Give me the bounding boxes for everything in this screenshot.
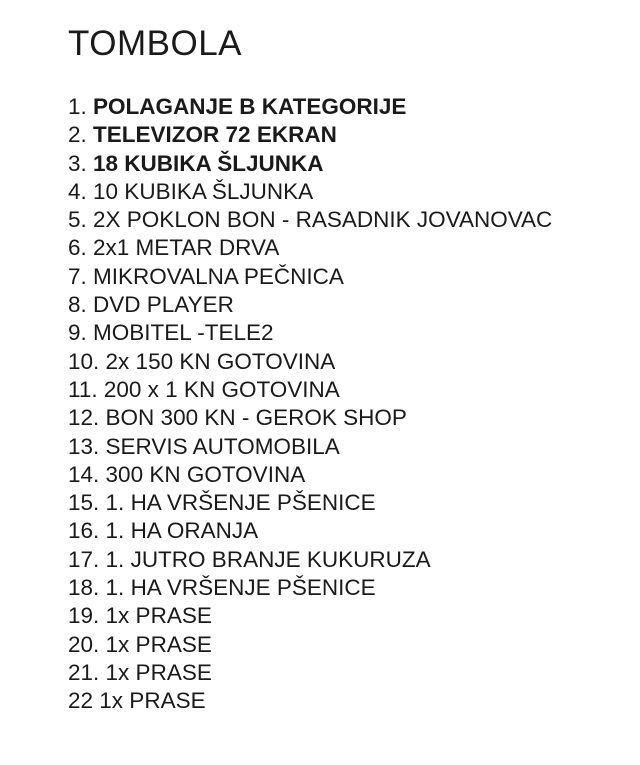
prize-number: 9. [68, 320, 87, 346]
prize-text: 10 KUBIKA ŠLJUNKA [93, 178, 314, 204]
prize-text: 1x PRASE [105, 631, 212, 657]
prize-text: 1. HA ORANJA [105, 518, 259, 544]
document-title: TOMBOLA [68, 24, 243, 63]
prize-number: 12. [68, 405, 100, 431]
prize-list [68, 93, 552, 716]
prize-item [68, 489, 552, 517]
prize-text: POLAGANJE B KATEGORIJE [93, 94, 407, 119]
prize-text: MIKROVALNA PEČNICA [93, 263, 344, 289]
prize-number: 15. [68, 490, 100, 516]
prize-number: 2. [68, 122, 87, 148]
prize-number: 22 [68, 688, 94, 714]
prize-number: 17. [68, 546, 100, 572]
prize-item [68, 404, 552, 432]
prize-item [68, 546, 552, 574]
prize-number: 5. [68, 207, 87, 233]
prize-number: 11. [68, 376, 98, 402]
prize-text: 1x PRASE [105, 659, 212, 685]
prize-text: 1. HA VRŠENJE PŠENICE [105, 490, 376, 516]
prize-number: 14. [68, 461, 100, 487]
prize-number: 16. [68, 518, 100, 544]
prize-number: 8. [68, 292, 87, 318]
prize-text: BON 300 KN - GEROK SHOP [105, 405, 407, 431]
prize-text: 18 KUBIKA ŠLJUNKA [93, 150, 324, 176]
prize-item [68, 461, 552, 489]
prize-text: 1x PRASE [105, 603, 212, 629]
prize-item [68, 574, 552, 602]
prize-item [68, 206, 552, 234]
prize-text: 200 x 1 KN GOTOVINA [103, 376, 340, 402]
prize-text: 1. JUTRO BRANJE KUKURUZA [105, 546, 431, 572]
prize-item [68, 319, 552, 347]
prize-item [68, 517, 552, 545]
prize-item [68, 433, 552, 461]
prize-item [68, 178, 552, 206]
prize-item [68, 93, 552, 121]
prize-number: 7. [68, 263, 87, 289]
prize-number: 13. [68, 433, 100, 459]
prize-item [68, 291, 552, 319]
prize-number: 19. [68, 603, 100, 629]
prize-number: 21. [68, 659, 100, 685]
prize-text: TELEVIZOR 72 EKRAN [93, 122, 337, 148]
prize-item [68, 234, 552, 262]
prize-item [68, 687, 552, 715]
prize-item [68, 602, 552, 630]
prize-text: SERVIS AUTOMOBILA [105, 433, 340, 459]
prize-number: 1. [68, 94, 87, 119]
prize-number: 20. [68, 631, 100, 657]
prize-text: 2x1 METAR DRVA [93, 235, 280, 261]
prize-text: 1x PRASE [99, 688, 206, 714]
prize-number: 10. [68, 348, 100, 374]
prize-text: 2X POKLON BON - RASADNIK JOVANOVAC [93, 207, 553, 233]
prize-text: DVD PLAYER [93, 292, 234, 318]
prize-text: 1. HA VRŠENJE PŠENICE [105, 575, 376, 601]
prize-item [68, 659, 552, 687]
prize-number: 4. [68, 178, 87, 204]
prize-number: 6. [68, 235, 87, 261]
prize-text: 2x 150 KN GOTOVINA [105, 348, 336, 374]
prize-item [68, 121, 552, 149]
prize-text: 300 KN GOTOVINA [105, 461, 306, 487]
prize-item [68, 631, 552, 659]
prize-item [68, 263, 552, 291]
prize-number: 3. [68, 150, 87, 176]
prize-text: MOBITEL -TELE2 [93, 320, 274, 346]
prize-item [68, 150, 552, 178]
prize-item [68, 376, 552, 404]
prize-item [68, 348, 552, 376]
prize-number: 18. [68, 575, 100, 601]
